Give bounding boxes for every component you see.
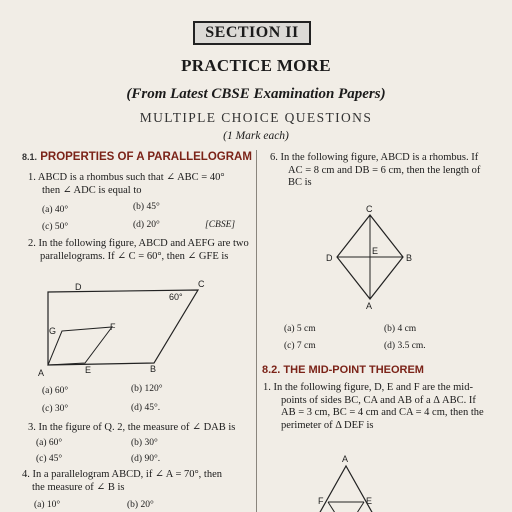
label-a: A: [38, 368, 45, 378]
option-b: (b) 20°: [127, 500, 154, 510]
question-3: [28, 422, 254, 435]
triangle-figure: [300, 450, 420, 512]
marks-note: (1 Mark each): [223, 130, 289, 142]
label-c: C: [366, 204, 373, 214]
option-b: (b) 45°: [133, 202, 160, 212]
question-text: In the following figure, ABCD is a rhombus. If: [280, 152, 479, 163]
option-c: (c) 30°: [42, 404, 69, 414]
option-d: (d) 45°.: [131, 403, 161, 413]
label-b: B: [406, 253, 413, 263]
rhombus-figure: [320, 203, 420, 311]
question-text-cont: perimeter of Δ DEF is: [281, 419, 374, 431]
label-c: C: [198, 279, 205, 289]
section-box: [193, 21, 311, 45]
segment-ed: [346, 502, 364, 512]
option-a: (a) 60°: [42, 386, 69, 396]
question-6: [270, 152, 504, 190]
question-1: [28, 172, 254, 197]
question-number: 1.: [263, 382, 271, 393]
option-b: (b) 4 cm: [384, 324, 417, 334]
parallelogram-aefg: [48, 327, 112, 365]
question-4: [22, 469, 254, 494]
label-f: F: [318, 496, 324, 506]
option-a: (a) 40°: [42, 205, 69, 215]
page-title: PRACTICE MORE: [181, 56, 331, 75]
left-section-heading: [22, 151, 252, 163]
option-b: (b) 120°: [131, 384, 163, 394]
question-mid-1: [263, 382, 508, 432]
label-d: D: [326, 253, 333, 263]
question-number: 1.: [28, 172, 36, 183]
option-d: (d) 3.5 cm.: [384, 341, 426, 351]
label-g: G: [49, 326, 57, 336]
question-text-cont: AC = 8 cm and DB = 6 cm, then the length of: [288, 164, 481, 176]
label-angle: 60°: [169, 292, 183, 302]
question-2: [28, 238, 254, 263]
option-c: (c) 50°: [42, 222, 69, 232]
section-label: SECTION II: [205, 24, 299, 41]
label-e: E: [85, 365, 92, 375]
option-d: (d) 20°: [133, 220, 160, 230]
right-section-heading: [262, 364, 424, 376]
option-a: (a) 5 cm: [284, 324, 316, 334]
label-e: E: [372, 246, 379, 256]
option-c: (c) 45°: [36, 454, 63, 464]
question-text-cont: BC is: [288, 177, 312, 188]
question-text: In a parallelogram ABCD, if ∠ A = 70°, then: [32, 469, 223, 480]
question-number: 2.: [28, 238, 36, 249]
question-text-cont: AB = 3 cm, BC = 4 cm and CA = 4 cm, then the: [281, 407, 484, 418]
label-a: A: [366, 301, 373, 311]
label-e: E: [366, 496, 373, 506]
option-b: (b) 30°: [131, 438, 158, 448]
section-title: PROPERTIES OF A PARALLELOGRAM: [40, 151, 252, 163]
question-text-cont: the measure of ∠ B is: [32, 481, 125, 493]
question-number: 3.: [28, 422, 36, 433]
question-text: In the figure of Q. 2, the measure of ∠ DAB is: [38, 422, 236, 433]
column-divider: [256, 150, 257, 512]
question-text-cont: points of sides BC, CA and AB of a Δ ABC. If: [281, 394, 476, 406]
question-text: In the following figure, ABCD and AEFG are two: [38, 238, 249, 249]
section-number: 8.2.: [262, 364, 281, 376]
page-subtitle: (From Latest CBSE Examination Papers): [126, 86, 386, 102]
question-text-cont: parallelograms. If ∠ C = 60°, then ∠ GFE is: [40, 250, 229, 262]
section-title: THE MID-POINT THEOREM: [283, 364, 424, 376]
label-d: D: [75, 282, 82, 292]
cbse-tag: [CBSE]: [205, 220, 236, 230]
label-f: F: [110, 322, 116, 332]
parallelogram-figure: [30, 278, 220, 378]
question-number: 6.: [270, 152, 278, 163]
option-a: (a) 10°: [34, 500, 61, 510]
question-text: ABCD is a rhombus such that ∠ ABC = 40°: [37, 172, 225, 183]
question-text: In the following figure, D, E and F are the mid-: [273, 382, 473, 393]
section-number: 8.1.: [22, 152, 38, 162]
label-b: B: [150, 364, 157, 374]
option-d: (d) 90°.: [131, 454, 161, 464]
question-text-cont: then ∠ ADC is equal to: [42, 184, 142, 196]
option-c: (c) 7 cm: [284, 341, 316, 351]
label-a: A: [342, 454, 349, 464]
question-number: 4.: [22, 469, 30, 480]
segment-fd: [328, 502, 346, 512]
option-a: (a) 60°: [36, 438, 63, 448]
mcq-heading: MULTIPLE CHOICE QUESTIONS: [139, 110, 373, 125]
